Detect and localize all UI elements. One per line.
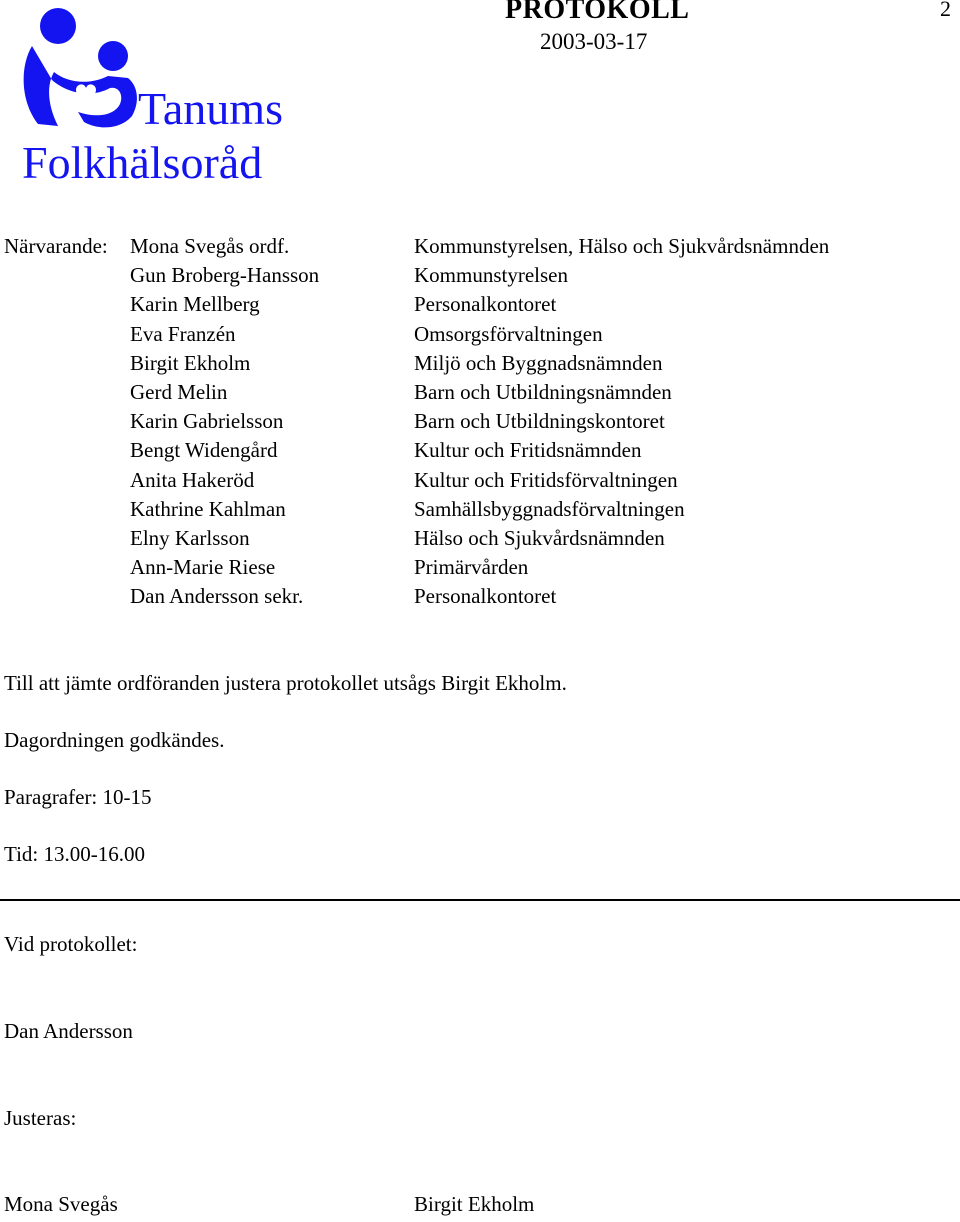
section-divider: [0, 899, 960, 901]
agenda-note: Dagordningen godkändes.: [4, 728, 225, 752]
adjuster-signature-1: Mona Svegås: [4, 1192, 118, 1216]
attendee-name: Ann-Marie Riese: [130, 555, 276, 580]
attendee-organization: Kommunstyrelsen: [414, 263, 568, 288]
attendee-organization: Personalkontoret: [414, 584, 557, 609]
adjuster-signature-2: Birgit Ekholm: [414, 1192, 535, 1216]
attendee-name-list: [130, 232, 319, 612]
attendee-organization: Primärvården: [414, 555, 529, 580]
attendee-name: Gerd Melin: [130, 380, 228, 405]
attendee-name: Mona Svegås ordf.: [130, 234, 290, 258]
attendee-name: Eva Franzén: [130, 321, 236, 346]
attendee-name: Bengt Widengård: [130, 438, 278, 463]
recorded-by-name: Dan Andersson: [4, 1019, 133, 1043]
attendee-organization: Barn och Utbildningskontoret: [414, 409, 665, 434]
document-date: 2003-03-17: [540, 29, 648, 54]
attendee-name: Birgit Ekholm: [130, 350, 251, 375]
attendance-label: Närvarande:: [4, 234, 108, 258]
paragraphs-range: Paragrafer: 10-15: [4, 785, 152, 809]
attendee-name: Gun Broberg-Hansson: [130, 263, 320, 288]
attendee-name: Dan Andersson sekr.: [130, 584, 304, 609]
attendee-organization: Samhällsbyggnadsförvaltningen: [414, 496, 685, 521]
document-title: PROTOKOLL: [505, 0, 690, 25]
organization-logo: [18, 6, 318, 196]
logo-line-2: Folkhälsoråd: [22, 137, 263, 188]
attendee-organization-list: [414, 232, 829, 612]
attendee-name: Karin Gabrielsson: [130, 409, 284, 434]
attendee-organization: Omsorgsförvaltningen: [414, 321, 603, 346]
page-number: 2: [940, 0, 951, 21]
attendee-name: Anita Hakeröd: [130, 467, 255, 492]
attendee-organization: Personalkontoret: [414, 292, 557, 317]
adjuster-note: Till att jämte ordföranden justera protokollet utsågs Birgit Ekholm.: [4, 671, 567, 695]
attendee-organization: Kommunstyrelsen, Hälso och Sjukvårdsnämnden: [414, 234, 830, 258]
attendee-organization: Barn och Utbildningsnämnden: [414, 380, 672, 405]
meeting-time: Tid: 13.00-16.00: [4, 842, 146, 866]
attendee-organization: Miljö och Byggnadsnämnden: [414, 350, 663, 375]
recorded-by-label: Vid protokollet:: [4, 932, 138, 956]
attendee-name: Karin Mellberg: [130, 292, 260, 317]
attendee-name: Kathrine Kahlman: [130, 496, 286, 521]
adjusted-label: Justeras:: [4, 1106, 77, 1130]
attendee-organization: Kultur och Fritidsnämnden: [414, 438, 642, 463]
logo-line-1: Tanums: [138, 83, 283, 134]
attendee-organization: Kultur och Fritidsförvaltningen: [414, 467, 678, 492]
attendee-organization: Hälso och Sjukvårdsnämnden: [414, 526, 665, 551]
attendee-name: Elny Karlsson: [130, 526, 250, 551]
